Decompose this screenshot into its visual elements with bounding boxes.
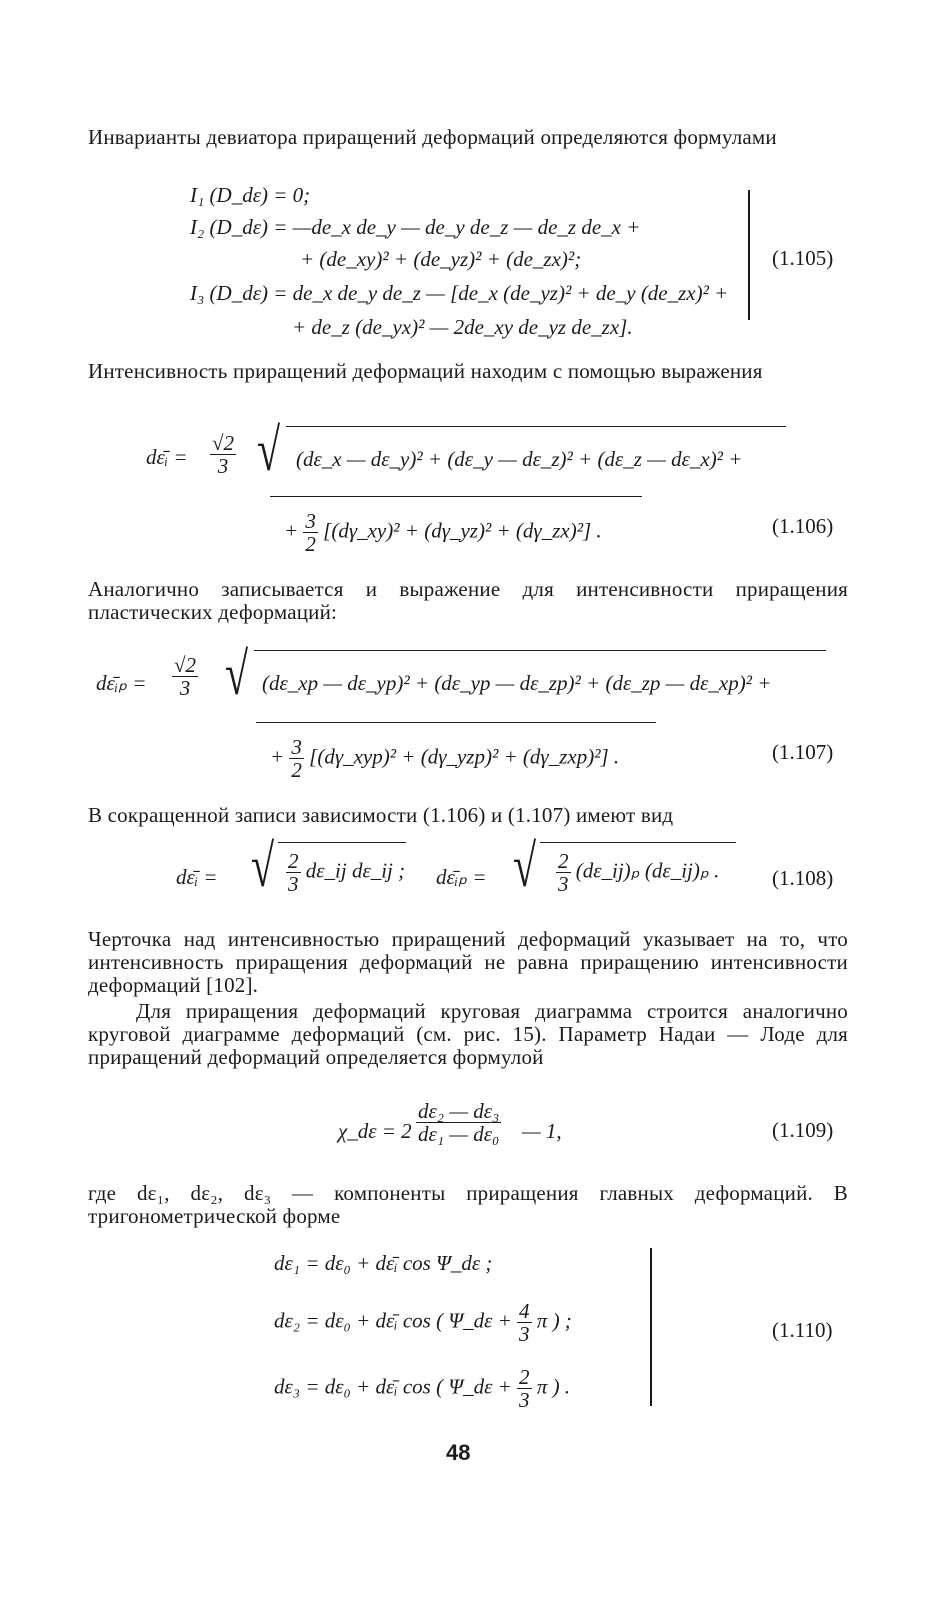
eq106-lhs: dε̄ᵢ =	[146, 445, 188, 469]
eq110-frac2-num: 4	[519, 1299, 530, 1323]
eq109-frac-den: dε₁ — dε₀	[418, 1122, 500, 1146]
eq107-coef	[172, 654, 198, 699]
eq106-frac-den: 2	[305, 532, 316, 556]
eq108-rhs2: (dε_ij)ₚ (dε_ij)ₚ .	[575, 858, 720, 883]
paragraph-bar-note: Черточка над интенсивностью приращений деформаций указывает на то, что интенсивность приращения деформаций не равна приращению интенсивности деформаций [102].	[88, 927, 848, 997]
eq110-frac3-den: 3	[519, 1388, 530, 1412]
eq109-frac	[416, 1100, 501, 1145]
eq110-frac3-num: 2	[519, 1365, 530, 1389]
eq107-coef-den: 3	[179, 676, 191, 700]
eq108-frac1-den: 3	[288, 872, 299, 896]
eq107-coef-num: √2	[174, 653, 197, 677]
eq108-rhs1-wrap	[286, 850, 405, 895]
eq106-vinculum	[286, 426, 786, 427]
eq106-radical-icon: √	[256, 417, 280, 483]
eq105-line3: + (de_xy)² + (de_yz)² + (de_zx)²;	[300, 247, 582, 271]
eq108-lhs1: dε̄ᵢ =	[176, 865, 218, 889]
eq108-frac2-den: 3	[558, 872, 569, 896]
eq105-line5: + de_z (de_yx)² — 2de_xy de_yz de_zx].	[292, 315, 633, 339]
eq105-line4: I₃ (D_dε) = de_x de_y de_z — [de_x (de_yz)² + de_y (de_zx)² +	[190, 281, 729, 305]
eq108-vinculum1	[278, 842, 406, 843]
eq110-line2b: π ) ;	[536, 1308, 572, 1333]
eq106-plus: +	[284, 518, 299, 543]
eq107-plus: +	[270, 744, 285, 769]
eq107-vinculum-cont	[256, 722, 656, 723]
eq105-number: (1.105)	[772, 246, 834, 270]
eq110-frac2-den: 3	[519, 1322, 530, 1346]
paragraph-invariants: Инварианты девиатора приращений деформаций определяются формулами	[88, 125, 777, 149]
eq107-radical-icon: √	[224, 641, 248, 707]
eq106-line2: [(dγ_xy)² + (dγ_yz)² + (dγ_zx)²] .	[323, 518, 602, 543]
eq105-line1: I₁ (D_dε) = 0;	[190, 183, 311, 207]
eq110-line3a: dε₃ = dε₀ + dε̄ᵢ cos ( Ψ_dε +	[274, 1374, 512, 1399]
eq110-line3b: π ) .	[536, 1374, 571, 1399]
eq109-lhs: χ_dε = 2	[338, 1119, 412, 1143]
eq106-vinculum-cont	[270, 496, 642, 497]
eq108-radical2-icon: √	[512, 833, 536, 899]
eq108-frac2-num: 2	[558, 849, 569, 873]
eq106-frac-num: 3	[305, 509, 316, 533]
eq108-radical1-icon: √	[250, 833, 274, 899]
eq108-rhs1: dε_ij dε_ij ;	[305, 858, 406, 883]
eq108-frac1-num: 2	[288, 849, 299, 873]
paragraph-circle-diagram: Для приращения деформаций круговая диаграмма строится аналогично круговой диаграмме деформаций (см. рис. 15). Параметр Надаи — Лоде для приращений деформаций определяется формулой	[88, 999, 848, 1069]
eq108-lhs2: dε̄ᵢₚ =	[436, 865, 487, 889]
eq107-number: (1.107)	[772, 740, 834, 764]
eq107-frac-den: 2	[291, 758, 302, 782]
eq110-line2-wrap	[274, 1300, 572, 1345]
eq110-number: (1.110)	[772, 1318, 833, 1342]
eq110-line1: dε₁ = dε₀ + dε̄ᵢ cos Ψ_dε ;	[274, 1251, 493, 1275]
eq107-line2: [(dγ_xyp)² + (dγ_yzp)² + (dγ_zxp)²] .	[309, 744, 620, 769]
eq108-number: (1.108)	[772, 866, 834, 890]
eq110-line3-wrap	[274, 1366, 570, 1411]
eq107-vinculum	[254, 650, 826, 651]
eq107-frac-num: 3	[291, 735, 302, 759]
eq110-brace	[650, 1248, 652, 1406]
eq105-brace	[748, 190, 750, 320]
eq105-line2: I₂ (D_dε) = —de_x de_y — de_y de_z — de_z de_x +	[190, 215, 641, 239]
paragraph-intensity: Интенсивность приращений деформаций находим с помощью выражения	[88, 359, 763, 383]
eq107-line2-wrap	[270, 736, 619, 781]
page-number: 48	[446, 1440, 471, 1465]
eq106-coef-den: 3	[217, 454, 229, 478]
eq106-coef	[210, 432, 236, 477]
eq106-line1: (dε_x — dε_y)² + (dε_y — dε_z)² + (dε_z — dε_x)² +	[296, 447, 743, 471]
paragraph-analogous: Аналогично записывается и выражение для интенсивности приращения пластических деформаций:	[88, 577, 848, 624]
paragraph-short-form: В сокращенной записи зависимости (1.106) и (1.107) имеют вид	[88, 803, 674, 827]
eq109-tail: — 1,	[522, 1119, 562, 1143]
eq109-number: (1.109)	[772, 1118, 834, 1142]
eq109-frac-num: dε₂ — dε₃	[418, 1099, 500, 1123]
paragraph-components: где dε₁, dε₂, dε₃ — компоненты приращения главных деформаций. В тригонометрической форме	[88, 1181, 848, 1228]
eq107-line1: (dε_xp — dε_yp)² + (dε_yp — dε_zp)² + (dε_zp — dε_xp)² +	[262, 671, 772, 695]
eq106-line2-wrap	[284, 510, 602, 555]
eq106-coef-num: √2	[212, 431, 235, 455]
eq108-vinculum2	[540, 842, 736, 843]
eq107-lhs: dε̄ᵢₚ =	[96, 671, 147, 695]
eq106-number: (1.106)	[772, 514, 834, 538]
eq108-rhs2-wrap	[556, 850, 719, 895]
eq110-line2a: dε₂ = dε₀ + dε̄ᵢ cos ( Ψ_dε +	[274, 1308, 512, 1333]
